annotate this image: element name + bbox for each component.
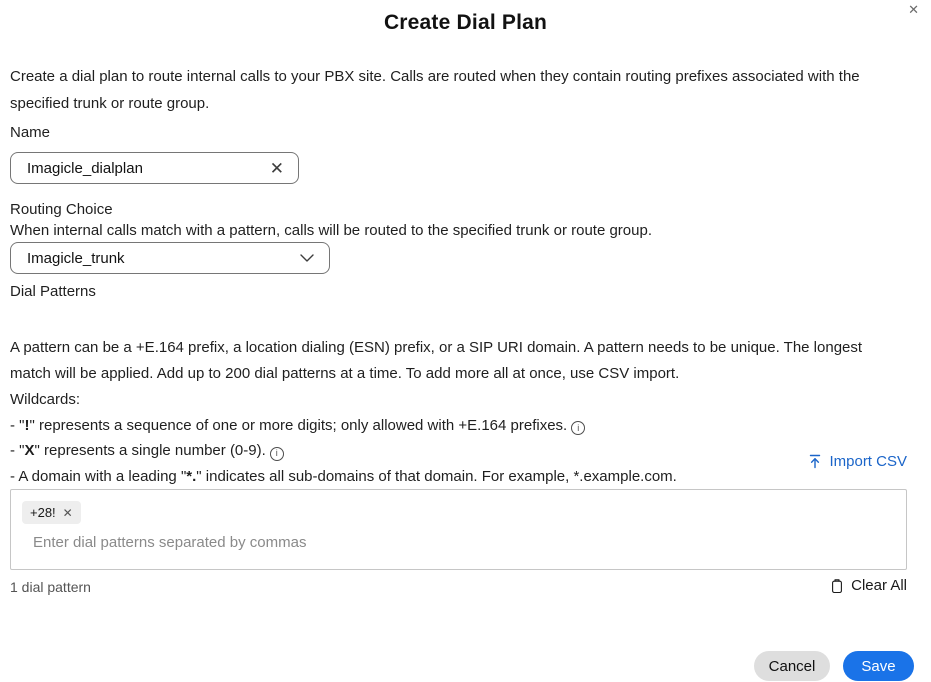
routing-choice-select[interactable] xyxy=(10,242,330,274)
dial-patterns-input[interactable] xyxy=(10,489,907,570)
wildcard-x-line: - "X" represents a single number (0-9). i xyxy=(10,438,907,464)
dial-patterns-description: A pattern can be a +E.164 prefix, a location dialing (ESN) prefix, or a SIP URI domain. A pattern needs to be unique. The longest match will be applied. Add up to 200 dial patterns at a time. To add more all at once, use CSV import. xyxy=(10,339,863,382)
name-input-value: Imagicle_dialplan xyxy=(27,159,143,177)
dial-patterns-label: Dial Patterns xyxy=(10,283,96,300)
name-label: Name xyxy=(10,124,51,141)
routing-choice-label: Routing Choice xyxy=(10,201,113,218)
dialog-description: Create a dial plan to route internal calls to your PBX site. Calls are routed when they contain routing prefixes associated with the specified trunk or route group. xyxy=(10,68,860,112)
trash-icon xyxy=(830,578,844,594)
dial-patterns-help xyxy=(10,335,907,489)
upload-icon xyxy=(808,454,822,469)
chevron-down-icon xyxy=(299,253,315,263)
routing-choice-selected: Imagicle_trunk xyxy=(27,249,125,267)
name-input[interactable] xyxy=(10,152,299,184)
routing-choice-description: When internal calls match with a pattern, calls will be routed to the specified trunk or route group. xyxy=(10,222,652,239)
chip-label: +28! xyxy=(30,505,56,520)
info-icon[interactable]: i xyxy=(571,421,585,435)
dial-patterns-placeholder: Enter dial patterns separated by commas xyxy=(33,534,307,551)
clear-all-button[interactable] xyxy=(830,577,907,594)
import-csv-link[interactable] xyxy=(808,453,907,470)
dialog-title: Create Dial Plan xyxy=(383,11,548,34)
dial-pattern-count: 1 dial pattern xyxy=(10,579,91,595)
save-button[interactable]: Save xyxy=(843,651,914,681)
wildcards-label: Wildcards: xyxy=(10,391,81,408)
import-csv-label: Import CSV xyxy=(829,453,907,470)
close-icon[interactable]: ✕ xyxy=(908,2,919,17)
clear-all-label: Clear All xyxy=(851,577,907,594)
info-icon[interactable]: i xyxy=(270,447,284,461)
wildcard-exclamation-line: - "!" represents a sequence of one or more digits; only allowed with +E.164 prefixes. i xyxy=(10,413,907,439)
dial-pattern-chip xyxy=(22,501,81,524)
cancel-button[interactable]: Cancel xyxy=(754,651,830,681)
clear-name-icon[interactable]: ✕ xyxy=(269,158,284,178)
wildcard-domain-line: - A domain with a leading "*." indicates all sub-domains of that domain. For example, *.example.com. xyxy=(10,467,677,485)
remove-chip-icon[interactable]: ✕ xyxy=(62,505,73,520)
